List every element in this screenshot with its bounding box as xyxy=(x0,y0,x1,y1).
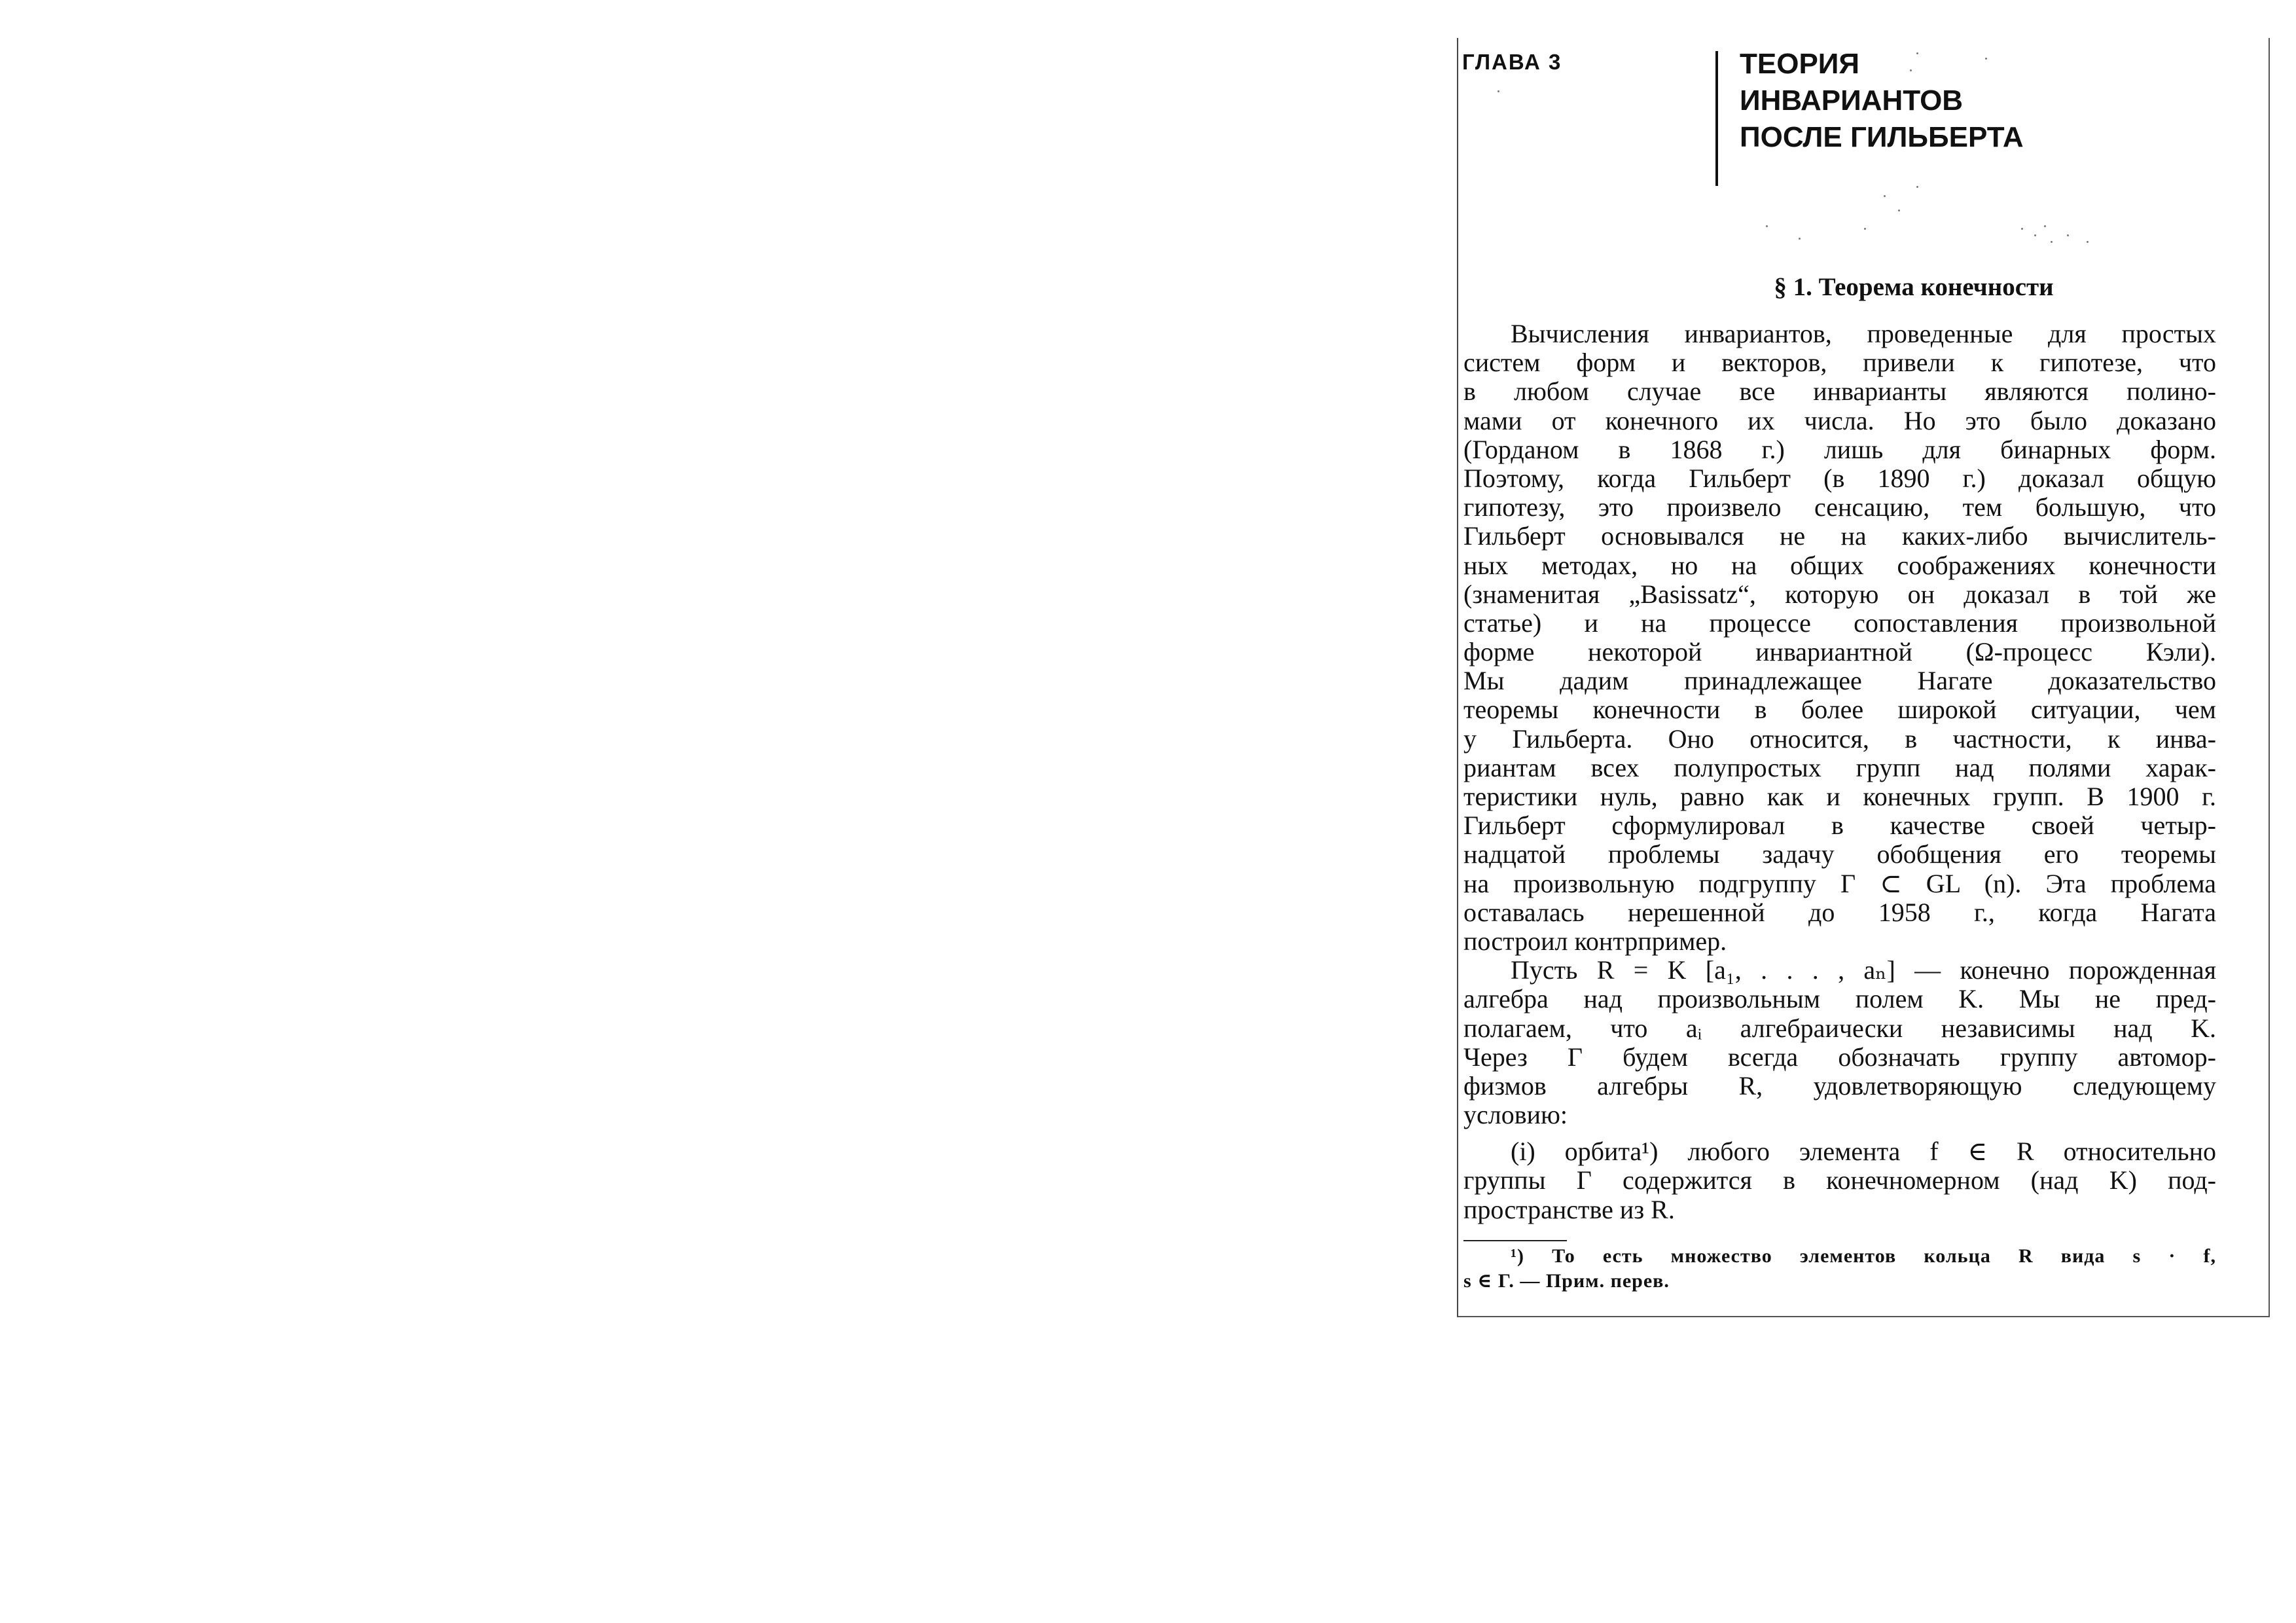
text-line: в любом случае все инварианты являются полино- xyxy=(1463,377,2216,407)
text-line: Мы дадим принадлежащее Нагате доказательство xyxy=(1463,666,2216,696)
condition-line: группы Γ содержится в конечномерном (над K) под- xyxy=(1463,1166,2216,1195)
text-line: мами от конечного их числа. Но это было доказано xyxy=(1463,406,2216,435)
text-line: Гильберт основывался не на каких-либо вычислитель- xyxy=(1463,522,2216,551)
text-line: (знаменитая „Basissatz“, которую он доказал в той же xyxy=(1463,579,2216,609)
footnote-divider xyxy=(1463,1240,1567,1241)
text-line: Гильберт сформулировал в качестве своей четыр- xyxy=(1463,811,2216,841)
condition-line: (i) орбита¹) любого элемента f ∈ R относительно xyxy=(1511,1137,2216,1167)
chapter-title-line: ПОСЛЕ ГИЛЬБЕРТА xyxy=(1740,121,2024,153)
text-line: Через Γ будем всегда обозначать группу автомор- xyxy=(1463,1042,2216,1072)
text-line: Поэтому, когда Гильберт (в 1890 г.) доказал общую xyxy=(1463,464,2216,493)
body-text xyxy=(1463,319,2216,1224)
text-line: оставалась нерешенной до 1958 г., когда Нагата xyxy=(1463,898,2216,927)
text-line: у Гильберта. Оно относится, в частности, к инва- xyxy=(1463,724,2216,754)
text-line: Пусть R = K [a₁, . . . , aₙ] — конечно порожденная xyxy=(1511,956,2216,985)
text-line: условию: xyxy=(1463,1101,1568,1130)
text-line: алгебра над произвольным полем K. Мы не пред- xyxy=(1463,985,2216,1014)
footnote-line: s ∈ Γ. — Прим. перев. xyxy=(1463,1270,1670,1292)
text-line: статье) и на процессе сопоставления произвольной xyxy=(1463,608,2216,638)
chapter-title-line: ИНВАРИАНТОВ xyxy=(1740,84,1964,117)
chapter-title-line: ТЕОРИЯ xyxy=(1740,48,1860,80)
text-line: на произвольную подгруппу Γ ⊂ GL (n). Эта проблема xyxy=(1463,869,2216,898)
section-heading: § 1. Теорема конечности xyxy=(1774,273,2054,301)
text-line: Вычисления инвариантов, проведенные для простых xyxy=(1511,319,2216,348)
text-line: систем форм и векторов, привели к гипотезе, что xyxy=(1463,348,2216,378)
condition-line: пространстве из R. xyxy=(1463,1195,1675,1224)
text-line: ных методах, но на общих соображениях конечности xyxy=(1463,551,2216,580)
title-divider xyxy=(1715,51,1718,186)
footnote-line: ¹) То есть множество элементов кольца R вида s · f, xyxy=(1511,1245,2216,1267)
chapter-title xyxy=(1740,46,2024,156)
text-line: теристики нуль, равно как и конечных групп. В 1900 г. xyxy=(1463,782,2216,811)
scanned-page xyxy=(1457,38,2270,1317)
text-line: полагаем, что aᵢ алгебраически независимы над K. xyxy=(1463,1013,2216,1043)
text-line: (Горданом в 1868 г.) лишь для бинарных форм. xyxy=(1463,435,2216,464)
text-line: построил контрпример. xyxy=(1463,926,1727,956)
text-line: форме некоторой инвариантной (Ω-процесс Кэли). xyxy=(1463,638,2216,667)
chapter-label: ГЛАВА 3 xyxy=(1462,50,1562,74)
text-line: теоремы конечности в более широкой ситуации, чем xyxy=(1463,695,2216,725)
footnote xyxy=(1463,1244,2216,1294)
text-line: гипотезу, это произвело сенсацию, тем большую, что xyxy=(1463,493,2216,522)
text-line: физмов алгебры R, удовлетворяющую следующему xyxy=(1463,1071,2216,1101)
text-line: надцатой проблемы задачу обобщения его теоремы xyxy=(1463,840,2216,869)
text-line: риантам всех полупростых групп над полями харак- xyxy=(1463,753,2216,782)
